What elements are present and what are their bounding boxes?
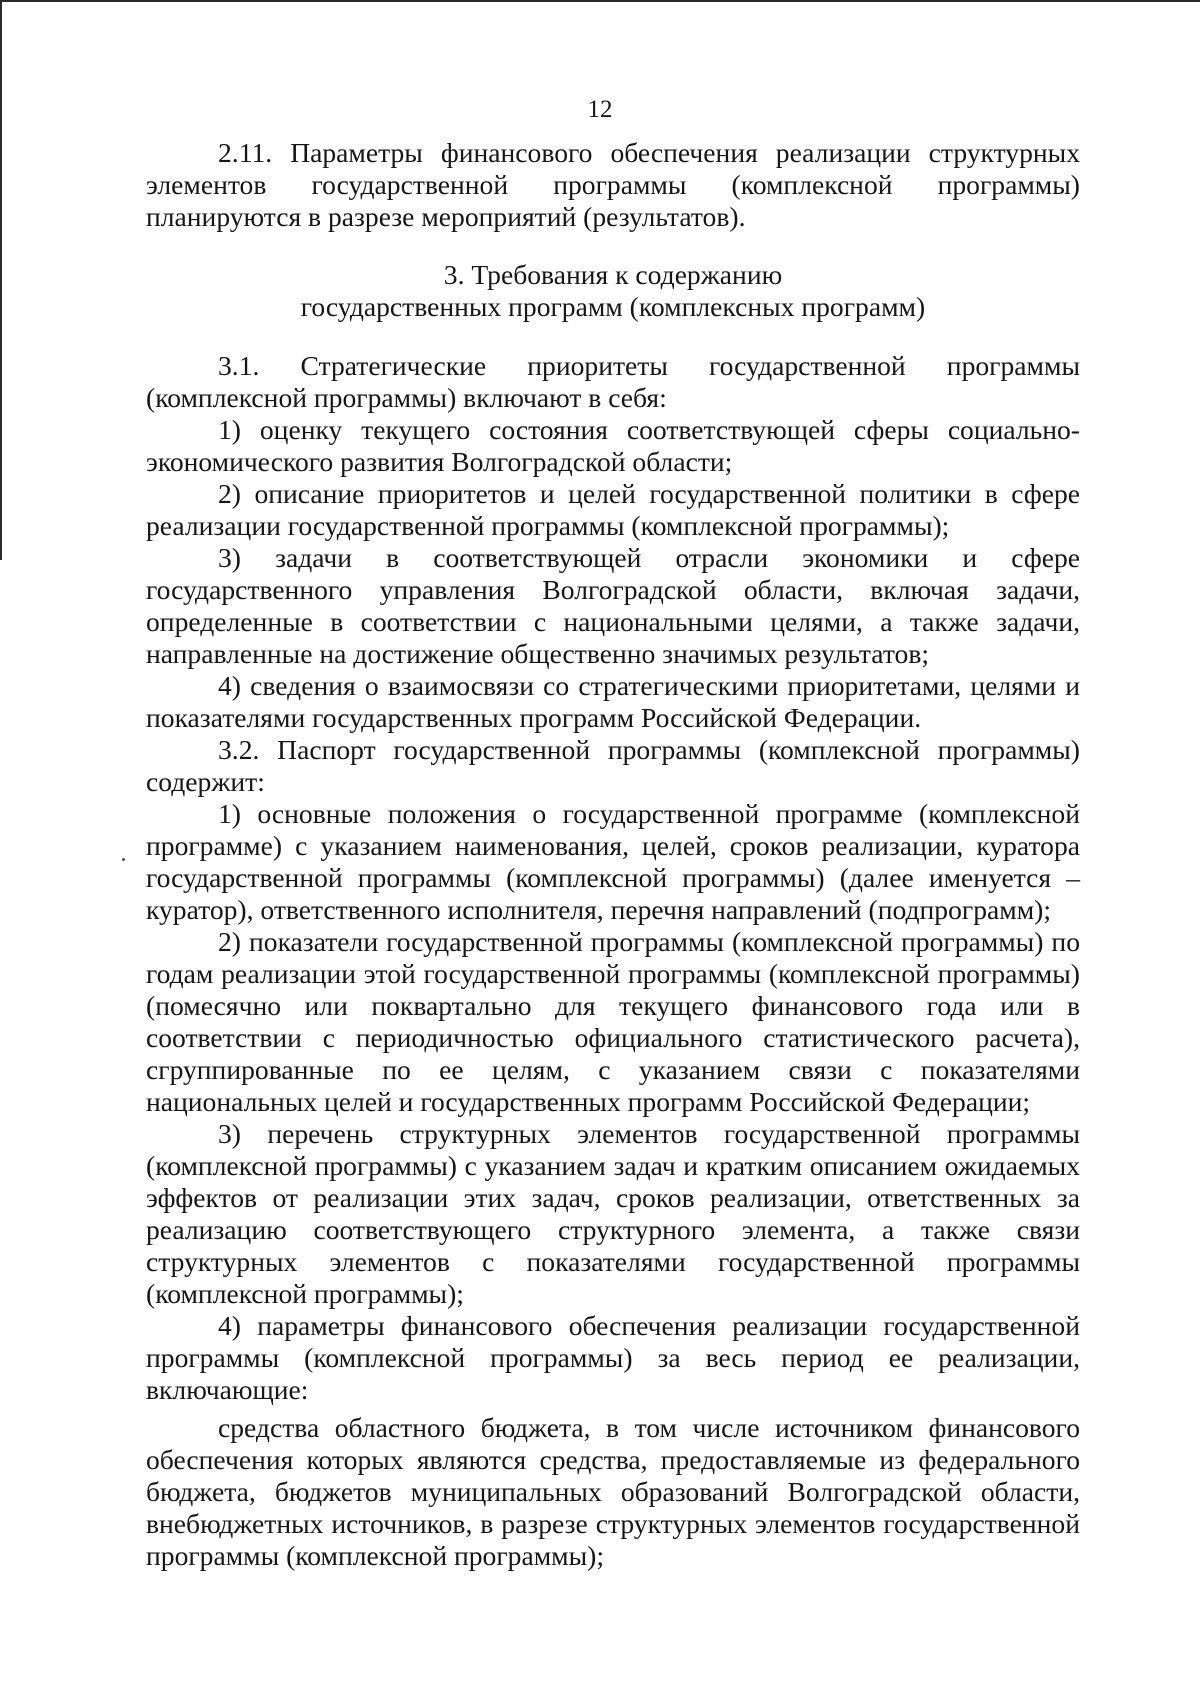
paragraph-3-2-item-4-subitem: средства областного бюджета, в том числе источником финансового обеспечения которых являются средства, предоставляемые из федерального бюджета, бюджетов муниципальных образований Волгоградской области, внебюджетных источников, в разрезе структурных элементов государственной программы (комплексной программы);	[146, 1412, 1080, 1571]
paragraph-3-1-item-1: 1) оценку текущего состояния соответствующей сферы социально-экономического развития Волгоградской области;	[146, 414, 1080, 477]
scan-speck	[122, 858, 125, 861]
page-number: 12	[587, 96, 613, 123]
section-3-heading-line-2: государственных программ (комплексных программ)	[300, 291, 926, 322]
paragraph-3-1: 3.1. Стратегические приоритеты государственной программы (комплексной программы) включают в себя:	[146, 350, 1080, 413]
paragraph-3-2-item-4: 4) параметры финансового обеспечения реализации государственной программы (комплексной программы) за весь период ее реализации, включающие:	[146, 1310, 1080, 1405]
paragraph-3-2-item-3: 3) перечень структурных элементов государственной программы (комплексной программы) с указанием задач и кратким описанием ожидаемых эффектов от реализации этих задач, сроков реализации, ответственных за реализацию соответствующего структурного элемента, а также связи структурных элементов с показателями государственной программы (комплексной программы);	[146, 1118, 1080, 1309]
paragraph-3-1-item-2: 2) описание приоритетов и целей государственной политики в сфере реализации государственной программы (комплексной программы);	[146, 478, 1080, 541]
document-body	[146, 137, 1080, 1572]
paragraph-3-2-item-2: 2) показатели государственной программы (комплексной программы) по годам реализации этой государственной программы (комплексной программы) (помесячно или поквартально для текущего финансового года или в соответствии с периодичностью официального статистического расчета), сгруппированные по ее целям, с указанием связи с показателями национальных целей и государственных программ Российской Федерации;	[146, 926, 1080, 1117]
paragraph-3-1-item-3: 3) задачи в соответствующей отрасли экономики и сфере государственного управления Волгоградской области, включая задачи, определенные в соответствии с национальными целями, а также задачи, направленные на достижение общественно значимых результатов;	[146, 542, 1080, 669]
paragraph-3-1-item-4: 4) сведения о взаимосвязи со стратегическими приоритетами, целями и показателями государственных программ Российской Федерации.	[146, 670, 1080, 733]
scan-border-top	[0, 0, 1200, 2]
section-3-heading-line-1: 3. Требования к содержанию	[443, 259, 783, 290]
paragraph-3-2: 3.2. Паспорт государственной программы (комплексной программы) содержит:	[146, 734, 1080, 797]
paragraph-2-11: 2.11. Параметры финансового обеспечения реализации структурных элементов государственной программы (комплексной программы) планируются в разрезе мероприятий (результатов).	[146, 137, 1080, 232]
paragraph-3-2-item-1: 1) основные положения о государственной программе (комплексной программе) с указанием наименования, целей, сроков реализации, куратора государственной программы (комплексной программы) (далее именуется – куратор), ответственного исполнителя, перечня направлений (подпрограмм);	[146, 798, 1080, 925]
scan-border-left	[0, 0, 2, 560]
